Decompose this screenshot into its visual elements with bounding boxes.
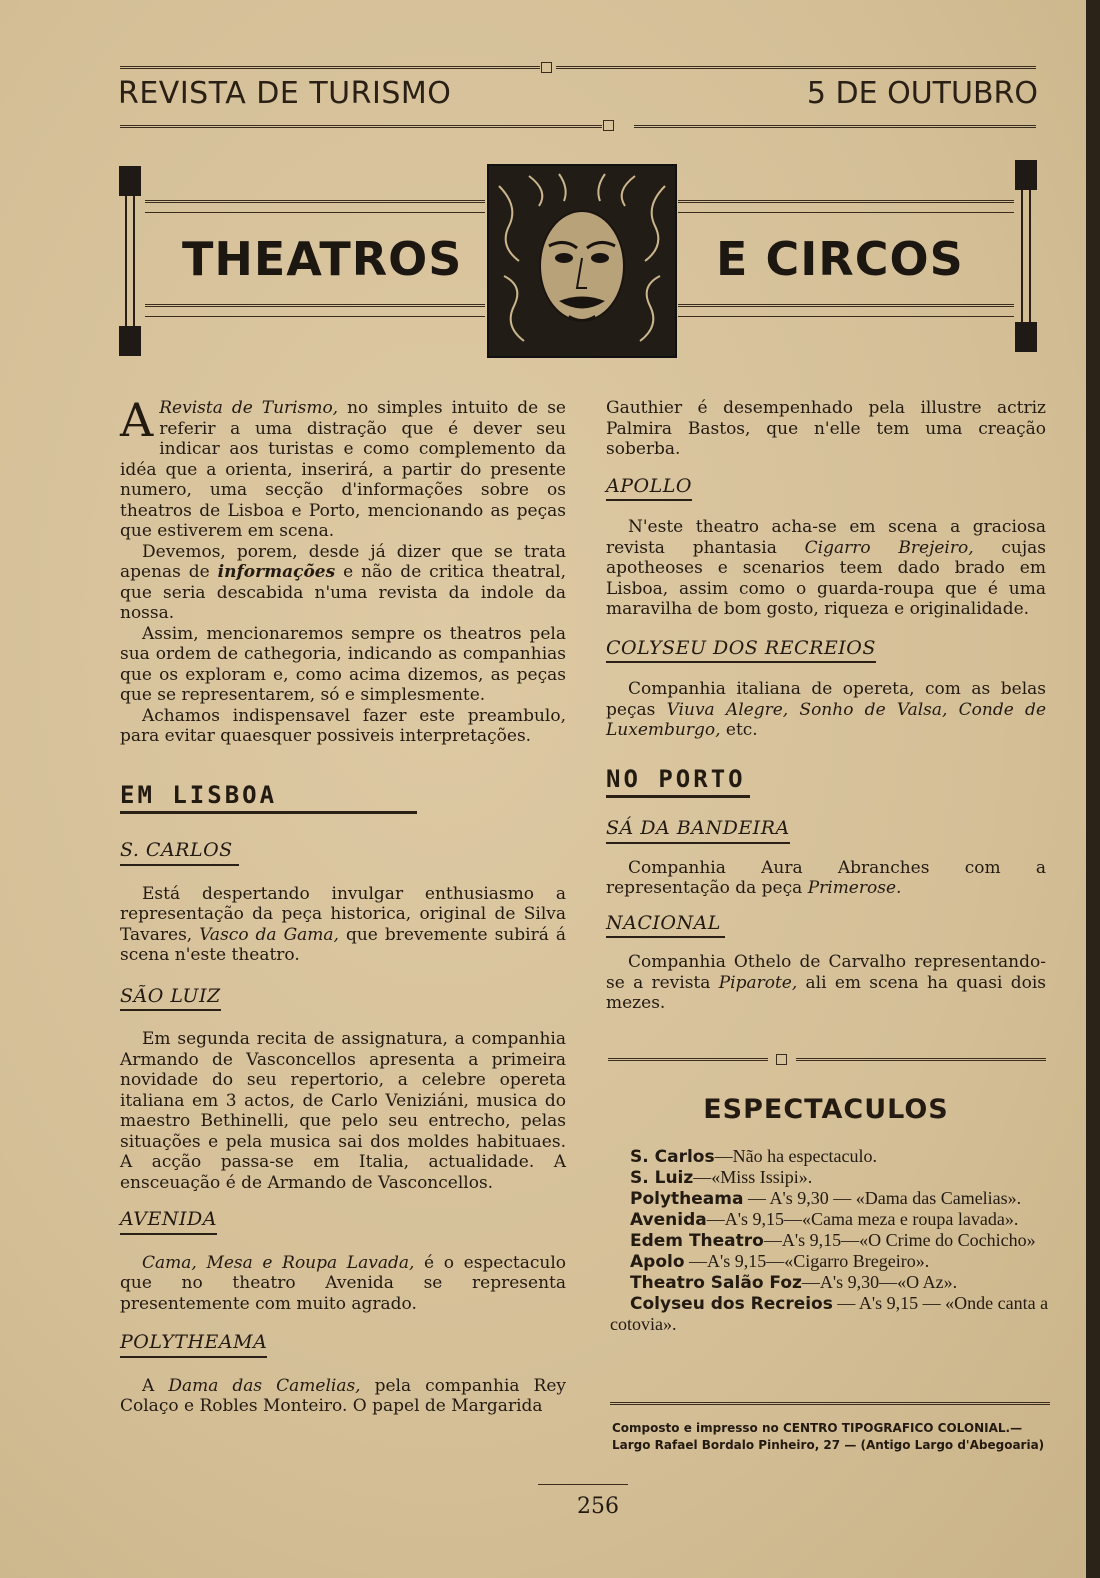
intro-paragraph: Achamos indispensavel fazer este preambulo, para evitar quaesquer possiveis interpretações. — [120, 705, 566, 746]
venue-name: Colyseu dos Recreios — [630, 1294, 833, 1314]
performance-info: — A's 9,15 — «Onde canta a cotovia». — [610, 1293, 1049, 1334]
espectaculo-entry — [610, 1209, 1050, 1230]
venue-name: S. Luiz — [630, 1168, 694, 1188]
header-rule-bottom-right — [634, 125, 1036, 128]
nacional-text — [606, 952, 1046, 1014]
polytheama-text-continued: Gauthier é desempenhado pela illustre actriz Palmira Bastos, que n'elle tem uma creação soberba. — [606, 398, 1046, 459]
play-title: Primerose. — [807, 878, 902, 898]
body-text: Companhia italiana de opereta, com as belas peças — [606, 679, 1046, 720]
porto-heading-wrap — [606, 764, 1046, 799]
venue-name: Avenida — [630, 1210, 707, 1230]
banner-rule — [678, 200, 1014, 203]
banner-rule — [145, 200, 485, 203]
apollo-text — [606, 517, 1046, 620]
espectaculos-list — [610, 1146, 1050, 1334]
banner-corner-block — [1015, 160, 1037, 190]
venue-name: Polytheama — [630, 1189, 744, 1209]
play-title: Vasco da Gama, — [199, 924, 339, 945]
espectaculo-entry — [610, 1272, 1050, 1293]
espectaculo-entry — [610, 1167, 1050, 1188]
sa-da-bandeira-title: SÁ DA BANDEIRA — [606, 818, 790, 844]
espectaculo-entry — [610, 1146, 1050, 1167]
banner-title-right: E CIRCOS — [716, 232, 964, 286]
s-carlos-text — [120, 884, 566, 966]
left-column — [120, 393, 567, 1417]
header-rule-top-left — [120, 66, 540, 69]
intro-paragraph — [120, 393, 566, 542]
polytheama-section — [120, 1332, 566, 1417]
header-rule-bottom-left — [120, 125, 602, 128]
lisboa-heading: EM LISBOA — [120, 785, 417, 815]
espectaculo-entry — [610, 1293, 1050, 1334]
nacional-section — [606, 913, 1046, 1014]
banner-corner-block — [119, 326, 141, 356]
body-text: que brevemente subirá á scena n'este theatro. — [120, 924, 566, 965]
s-carlos-title: S. CARLOS — [120, 840, 239, 866]
colyseu-text — [606, 679, 1046, 741]
sao-luiz-section — [120, 986, 566, 1194]
intro-text: Devemos, porem, desde já dizer que se trata apenas de — [120, 541, 566, 582]
performance-info: —A's 9,15—«O Crime do Cochicho» — [763, 1230, 1036, 1250]
body-text: Está despertando invulgar enthusiasmo a representação da peça historica, original de Silva Tavares, — [120, 883, 566, 945]
header-ornament-bottom — [603, 120, 614, 131]
play-title: Viuva Alegre, Sonho de Valsa, Conde de Luxemburgo, — [606, 699, 1046, 740]
sao-luiz-title: SÃO LUIZ — [120, 986, 221, 1012]
avenida-text — [120, 1253, 566, 1315]
avenida-section — [120, 1209, 566, 1314]
banner-title-left: THEATROS — [182, 232, 463, 286]
body-text: é o espectaculo que no theatro Avenida se representa presentemente com muito agrado. — [120, 1252, 566, 1314]
banner-rule — [145, 316, 485, 317]
espectaculo-entry — [610, 1251, 1050, 1272]
performance-info: —A's 9,30—«O Az». — [801, 1272, 958, 1292]
divider-rule — [608, 1058, 768, 1061]
apollo-title: APOLLO — [606, 476, 692, 502]
play-title: Cama, Mesa e Roupa Lavada, — [142, 1252, 415, 1273]
divider-rule — [796, 1058, 1046, 1061]
drop-cap: A — [120, 393, 154, 447]
banner-rule — [678, 316, 1014, 317]
venue-name: Apolo — [630, 1252, 685, 1272]
banner-corner-block — [1015, 322, 1037, 352]
play-title: Piparote, — [718, 972, 798, 993]
body-text: Companhia Aura Abranches com a representação da peça — [606, 857, 1046, 898]
performance-info: —Não ha espectaculo. — [714, 1146, 878, 1166]
polytheama-title: POLYTHEAMA — [120, 1332, 267, 1358]
banner-corner-block — [119, 166, 141, 196]
mask-face-icon — [489, 166, 675, 356]
running-title: REVISTA DE TURISMO — [118, 76, 452, 111]
intro-text: no simples intuito de se referir a uma distração que é dever seu indicar aos turistas e como complemento da idéa que a orienta, inserirá, a partir do presente numero, uma secção d'informações sobre os theatros de Lisboa e Porto, mencionando as peças que estiverem em scena. — [120, 398, 566, 541]
page-number-rule — [538, 1484, 628, 1485]
banner-rule — [145, 212, 485, 213]
divider-ornament — [776, 1054, 787, 1065]
imprint-line: Composto e impresso no CENTRO TIPOGRAFICO COLONIAL.— — [612, 1421, 1023, 1435]
performance-info: —A's 9,15—«Cigarro Bregeiro». — [684, 1251, 930, 1271]
venue-name: Theatro Salão Foz — [630, 1273, 802, 1293]
body-text: ali em scena ha quasi dois mezes. — [606, 972, 1046, 1013]
banner-pillar — [125, 196, 135, 326]
magazine-name: Revista de Turismo, — [159, 398, 339, 418]
polytheama-text — [120, 1376, 566, 1417]
footer-rule — [610, 1402, 1050, 1405]
imprint-line: Largo Rafael Bordalo Pinheiro, 27 — (Antigo Largo d'Abegoaria) — [612, 1438, 1045, 1452]
sa-da-bandeira-section — [606, 818, 1046, 899]
venue-name: S. Carlos — [630, 1147, 715, 1167]
imprint — [612, 1420, 1052, 1454]
body-text: Companhia Othelo de Carvalho representando-se a revista — [606, 952, 1046, 993]
banner-rule — [678, 304, 1014, 307]
banner-rule — [145, 304, 485, 307]
espectaculos-title: ESPECTACULOS — [703, 1094, 949, 1125]
header-ornament-top — [541, 62, 552, 73]
right-column — [606, 398, 1046, 1014]
nacional-title: NACIONAL — [606, 913, 725, 939]
body-text: etc. — [720, 720, 758, 740]
colyseu-title: COLYSEU DOS RECREIOS — [606, 638, 876, 664]
medusa-mask-illustration — [487, 164, 677, 358]
body-text: pela companhia Rey Colaço e Robles Monteiro. O papel de Margarida — [120, 1375, 567, 1416]
espectaculo-entry — [610, 1230, 1050, 1251]
play-title: Cigarro Brejeiro, — [804, 537, 974, 558]
sao-luiz-text: Em segunda recita de assignatura, a companhia Armando de Vasconcellos apresenta a primeira novidade do seu repertorio, a celebre opereta italiana em 3 actos, de Carlo Veniziáni, musica do maestro Bethinelli, que pelo seu entrecho, pelas situações e pela musica sai dos moldes habituaes. A acção passa-se em Italia, actualidade. A ensceuação é de Armando de Vasconcellos. — [120, 1029, 566, 1193]
page-number: 256 — [577, 1494, 619, 1519]
venue-name: Edem Theatro — [630, 1231, 764, 1251]
body-text: cujas apotheoses e scenarios teem dado brado em Lisboa, assim como o guarda-roupa que é uma maravilha de bom gosto, riqueza e originalidade. — [606, 537, 1046, 619]
body-text: N'este theatro acha-se em scena a graciosa revista phantasia — [606, 517, 1046, 558]
sa-da-bandeira-text — [606, 858, 1046, 899]
body-text: A — [142, 1375, 169, 1396]
banner-pillar — [1021, 190, 1031, 322]
page-edge — [1086, 0, 1100, 1578]
s-carlos-section — [120, 840, 566, 966]
play-title: Dama das Camelias, — [168, 1375, 361, 1396]
emphasis: informações — [217, 562, 336, 582]
performance-info: —«Miss Issipi». — [693, 1167, 813, 1187]
banner-rule — [678, 212, 1014, 213]
apollo-section — [606, 476, 1046, 620]
intro-paragraph: Assim, mencionaremos sempre os theatros pela sua ordem de cathegoria, indicando as companhias que os exploram e, como acima dizemos, as peças que se representarem, só e simplesmente. — [120, 623, 566, 705]
lisboa-heading-wrap — [120, 780, 566, 815]
colyseu-section — [606, 638, 1046, 741]
header-rule-top-right — [556, 66, 1036, 69]
espectaculo-entry — [610, 1188, 1050, 1209]
performance-info: —A's 9,15—«Cama meza e roupa lavada». — [706, 1209, 1019, 1229]
intro-text: e não de critica theatral, que seria descabida n'uma revista da indole da nossa. — [120, 562, 567, 623]
performance-info: — A's 9,30 — «Dama das Camelias». — [743, 1188, 1022, 1208]
issue-date: 5 DE OUTUBRO — [806, 76, 1038, 111]
intro-paragraph — [120, 542, 566, 624]
porto-heading: NO PORTO — [606, 769, 750, 799]
avenida-title: AVENIDA — [120, 1209, 217, 1235]
